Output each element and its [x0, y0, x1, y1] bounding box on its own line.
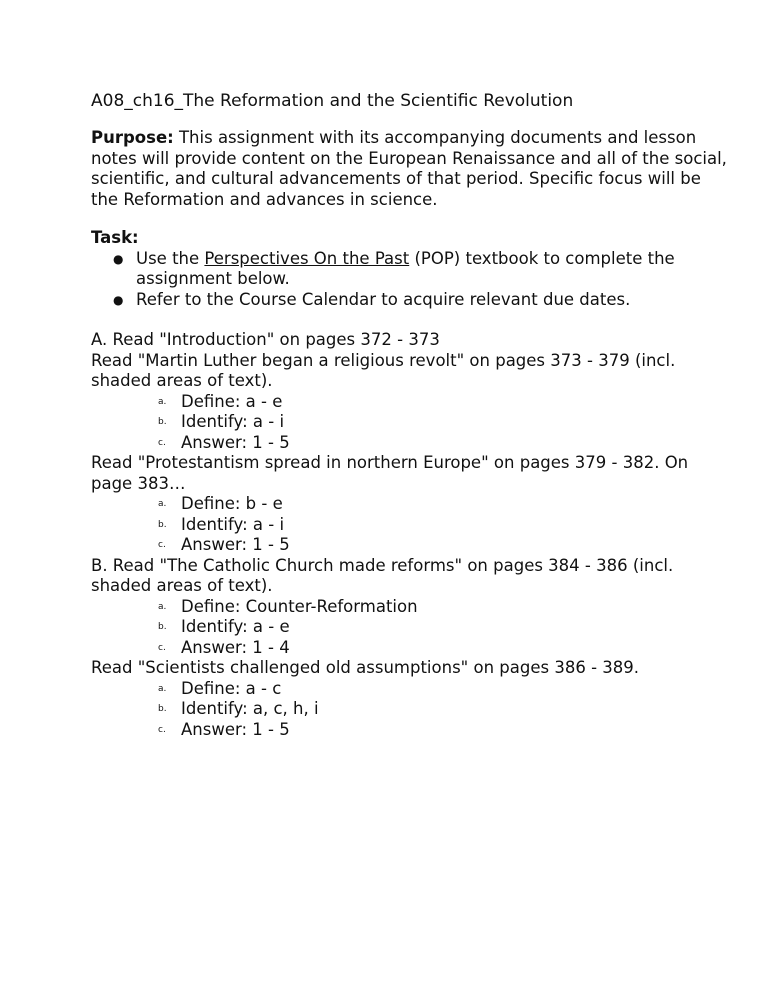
- task-item-1: [91, 249, 731, 290]
- list-marker: a.: [158, 396, 167, 407]
- task-item-1-post: (POP) textbook to complete the assignment below.: [136, 248, 675, 288]
- list-marker: b.: [158, 704, 167, 714]
- list-marker: c.: [158, 540, 166, 550]
- list-item-text: Identify: a - e: [181, 617, 290, 636]
- sub-list: [91, 392, 731, 454]
- list-marker: c.: [158, 724, 166, 735]
- list-item-text: Answer: 1 - 4: [181, 637, 290, 657]
- list-marker: a.: [158, 683, 167, 694]
- purpose-paragraph: [91, 128, 731, 210]
- bullet-icon: ●: [113, 251, 124, 266]
- list-item-text: Answer: 1 - 5: [181, 719, 290, 739]
- list-item-text: Define: a - c: [181, 678, 282, 698]
- page-title: A08_ch16_The Reformation and the Scientific Revolution: [91, 91, 574, 111]
- task-item-2-text: Refer to the Course Calendar to acquire relevant due dates.: [136, 289, 631, 309]
- list-item: [91, 597, 731, 618]
- reading-instruction: Read "Martin Luther began a religious revolt" on pages 373 - 379 (incl. shaded areas of text).: [91, 350, 676, 390]
- list-marker: b.: [158, 519, 167, 530]
- bullet-icon: ●: [113, 292, 124, 307]
- reading-instruction: Read "Protestantism spread in northern Europe" on pages 379 - 382. On page 383…: [91, 453, 689, 493]
- list-item: [91, 535, 731, 556]
- reading-sections: [91, 330, 731, 740]
- list-marker: b.: [158, 417, 167, 427]
- list-item: [91, 515, 731, 536]
- list-item-text: Identify: a - i: [181, 514, 285, 534]
- reading-instruction: B. Read "The Catholic Church made reforms" on pages 384 - 386 (incl. shaded areas of text).: [91, 555, 674, 595]
- list-marker: a.: [158, 601, 167, 612]
- list-item: [91, 679, 731, 700]
- document-content: [91, 90, 731, 740]
- list-item-text: Answer: 1 - 5: [181, 535, 290, 554]
- list-marker: c.: [158, 437, 166, 448]
- sub-list: [91, 679, 731, 741]
- list-marker: a.: [158, 499, 167, 509]
- list-item: [91, 412, 731, 433]
- textbook-title: Perspectives On the Past: [204, 248, 410, 268]
- list-item: [91, 433, 731, 454]
- list-item: [91, 494, 731, 515]
- reading-instruction: Read "Scientists challenged old assumptions" on pages 386 - 389.: [91, 658, 640, 677]
- list-item: [91, 699, 731, 720]
- purpose-text: This assignment with its accompanying documents and lesson notes will provide content on the European Renaissance and all of the social, scientific, and cultural advancements of that period. Specific focus will be the Reformation and advances in science.: [91, 128, 727, 209]
- list-item: [91, 617, 731, 638]
- sub-list: [91, 597, 731, 659]
- task-item-1-pre: Use the: [136, 248, 205, 268]
- sub-list: [91, 494, 731, 556]
- list-item: [91, 392, 731, 413]
- list-item-text: Define: Counter-Reformation: [181, 596, 418, 616]
- reading-instruction: A. Read "Introduction" on pages 372 - 373: [91, 330, 440, 349]
- purpose-label: Purpose:: [91, 128, 174, 147]
- list-item-text: Define: a - e: [181, 391, 283, 411]
- list-item-text: Define: b - e: [181, 494, 283, 513]
- task-label: Task:: [91, 228, 139, 247]
- list-item-text: Answer: 1 - 5: [181, 432, 290, 452]
- list-item-text: Identify: a, c, h, i: [181, 699, 319, 718]
- list-marker: b.: [158, 622, 167, 632]
- task-item-2: [91, 290, 731, 311]
- list-marker: c.: [158, 642, 166, 653]
- list-item-text: Identify: a - i: [181, 412, 285, 431]
- task-list: [91, 249, 731, 311]
- list-item: [91, 720, 731, 741]
- list-item: [91, 638, 731, 659]
